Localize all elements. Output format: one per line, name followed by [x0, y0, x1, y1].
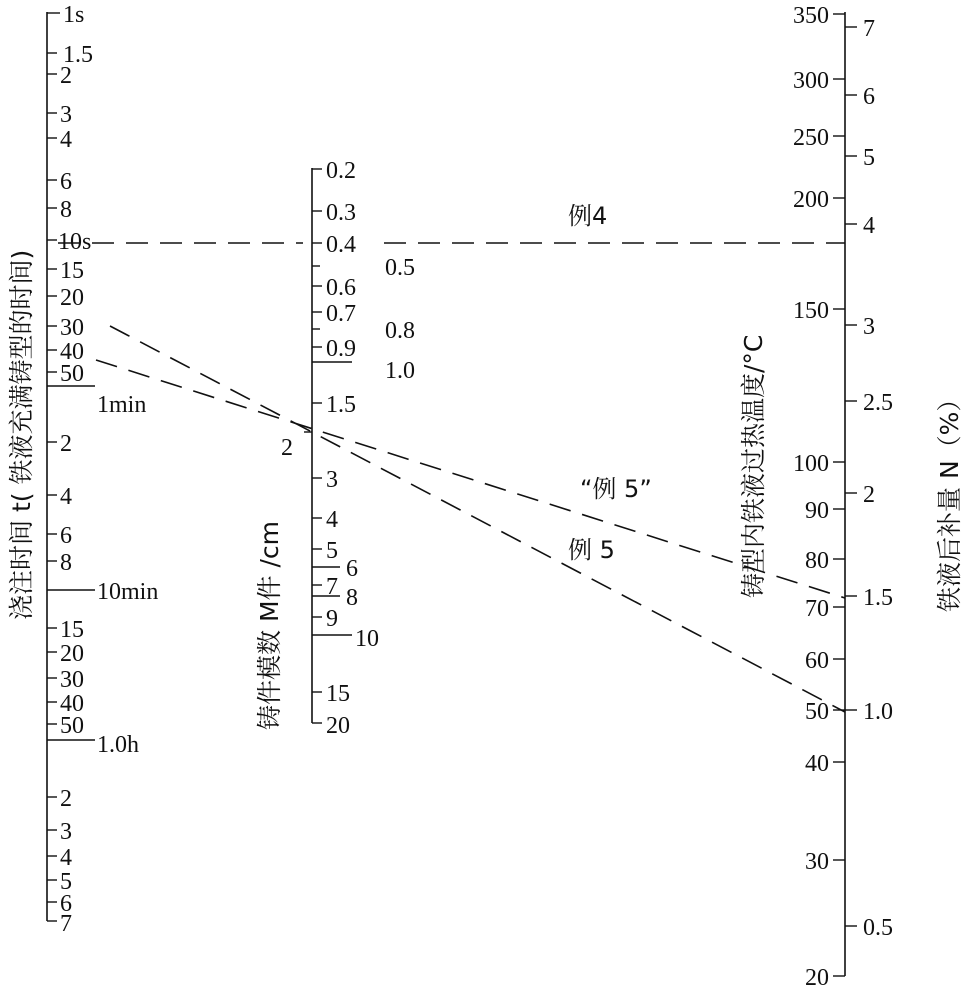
tick-label-t: 7 — [60, 911, 72, 937]
tick-label-temp: 350 — [793, 3, 829, 29]
tick-label-n: 1.0 — [863, 699, 893, 725]
tick-label-t: 2 — [60, 431, 72, 457]
tick-label-m: 15 — [326, 681, 350, 707]
tick-label-t: 4 — [60, 845, 72, 871]
tick-label-m: 0.7 — [326, 301, 356, 327]
tick-label-t: 1s — [63, 2, 85, 28]
tick-label-m: 0.6 — [326, 275, 356, 301]
tick-label-m: 0.5 — [385, 255, 415, 281]
tick-label-t: 2 — [60, 63, 72, 89]
tick-label-temp: 60 — [805, 648, 829, 674]
tick-label-t: 4 — [60, 127, 72, 153]
axis-supplement-amount — [845, 16, 964, 941]
tick-label-n: 5 — [863, 145, 875, 171]
tick-label-t: 15 — [60, 258, 84, 284]
tick-label-m: 0.8 — [385, 318, 415, 344]
tick-label-m: 20 — [326, 713, 350, 739]
tick-label-n: 6 — [863, 84, 875, 110]
tick-label-n: 2 — [863, 482, 875, 508]
tick-label-m: 8 — [346, 585, 358, 611]
tick-label-m: 5 — [326, 538, 338, 564]
tick-label-temp: 20 — [805, 965, 829, 987]
tick-label-t: 10s — [58, 229, 92, 255]
tick-label-n: 2.5 — [863, 390, 893, 416]
tick-label-m: 9 — [326, 606, 338, 632]
tick-label-temp: 70 — [805, 596, 829, 622]
tick-label-m: 4 — [326, 507, 338, 533]
tick-label-t: 40 — [60, 691, 84, 717]
axis-pouring-time — [7, 2, 158, 937]
tick-label-t: 10min — [97, 579, 159, 605]
tick-label-t: 8 — [60, 197, 72, 223]
tick-label-t: 1.0h — [97, 732, 139, 758]
tick-label-t: 5 — [60, 869, 72, 895]
tick-label-n: 7 — [863, 16, 875, 42]
tick-label-temp: 40 — [805, 751, 829, 777]
tick-label-t: 3 — [60, 819, 72, 845]
tick-label-temp: 200 — [793, 187, 829, 213]
tick-label-t: 50 — [60, 713, 84, 739]
tick-label-m: 0.9 — [326, 336, 356, 362]
tick-label-t: 6 — [60, 891, 72, 917]
tick-label-temp: 80 — [805, 548, 829, 574]
tick-label-m: 10 — [355, 626, 379, 652]
tick-label-t: 30 — [60, 667, 84, 693]
example-lines — [58, 202, 845, 712]
tick-label-m: 6 — [346, 556, 358, 582]
tick-label-m: 1.0 — [385, 358, 415, 384]
tick-label-t: 20 — [60, 285, 84, 311]
tick-label-t: 3 — [60, 102, 72, 128]
tick-label-temp: 50 — [805, 699, 829, 725]
example-5-line — [110, 326, 845, 712]
example-5-label: 例 5 — [568, 536, 615, 564]
tick-label-t: 30 — [60, 315, 84, 341]
tick-label-t: 15 — [60, 617, 84, 643]
tick-label-m: 0.2 — [326, 158, 356, 184]
tick-label-temp: 100 — [793, 451, 829, 477]
tick-label-m: 7 — [326, 574, 338, 600]
tick-label-temp: 300 — [793, 68, 829, 94]
tick-label-t: 40 — [60, 339, 84, 365]
axis-title-supplement: 铁液后补量 N（%） — [935, 386, 964, 612]
tick-label-n: 0.5 — [863, 915, 893, 941]
tick-label-t: 1.5 — [63, 42, 93, 68]
tick-label-n: 3 — [863, 314, 875, 340]
tick-label-t: 6 — [60, 523, 72, 549]
tick-label-t: 20 — [60, 641, 84, 667]
tick-label-n: 4 — [863, 213, 875, 239]
axis-title-pouring-time: 浇注时间 t( 铁液充满铸型的时间) — [7, 249, 36, 620]
tick-label-t: 4 — [60, 484, 72, 510]
axis-casting-modulus — [255, 158, 415, 739]
example-4-label: 例4 — [568, 202, 608, 230]
tick-label-m: 2 — [281, 435, 293, 461]
tick-label-m: 0.4 — [326, 232, 356, 258]
axis-superheat-temperature — [739, 3, 845, 987]
axis-title-casting-modulus: 铸件模数 M件 /cm — [255, 521, 284, 730]
tick-label-m: 3 — [326, 467, 338, 493]
tick-label-n: 1.5 — [863, 585, 893, 611]
axis-title-temperature: 铸型内铁液过热温度/°C — [739, 334, 768, 598]
tick-label-t: 2 — [60, 786, 72, 812]
tick-label-t: 50 — [60, 361, 84, 387]
tick-label-temp: 250 — [793, 125, 829, 151]
tick-label-temp: 90 — [805, 498, 829, 524]
tick-label-m: 0.3 — [326, 200, 356, 226]
tick-label-temp: 150 — [793, 298, 829, 324]
tick-label-t: 6 — [60, 169, 72, 195]
example-5-quoted-label: “例 5” — [580, 475, 652, 503]
tick-label-t: 8 — [60, 550, 72, 576]
tick-label-t: 1min — [97, 392, 147, 418]
example-5-quoted-line — [96, 360, 845, 598]
tick-label-m: 1.5 — [326, 392, 356, 418]
tick-label-temp: 30 — [805, 849, 829, 875]
